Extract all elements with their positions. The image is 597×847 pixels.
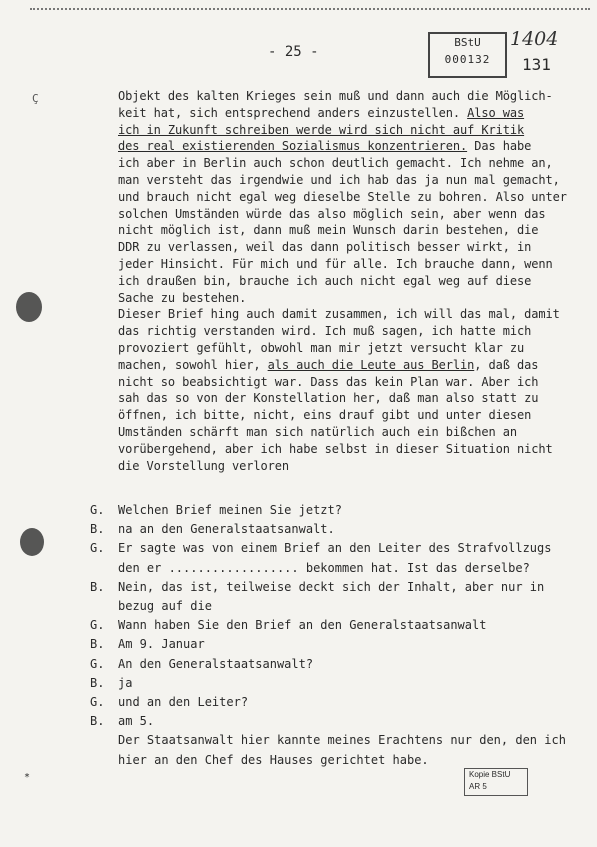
body-line [118, 88, 580, 105]
body-line-text: öffnen, ich bitte, nicht, eins drauf gibt und unter diesen [118, 408, 532, 423]
body-line-text: jeder Hinsicht. Für mich und für alle. Ich brauche dann, wenn [118, 256, 553, 271]
body-line-text: solchen Umständen würde das also möglich sein, aber wenn das [118, 206, 546, 221]
body-line [118, 138, 580, 155]
body-line-text: nicht möglich ist, dann muß mein Wunsch darin bestehen, die [118, 223, 539, 238]
body-line-text: Sache zu bestehen. [118, 290, 247, 305]
speaker-label: G. [90, 656, 105, 671]
dialogue-text: Wann haben Sie den Brief an den Generalstaatsanwalt [118, 618, 487, 633]
dialogue-row [90, 714, 580, 728]
underlined-text: des real existierenden Sozialismus konzentrieren. [118, 139, 468, 154]
dialogue-text: bezug auf die [118, 599, 212, 613]
punch-hole-blot-2 [20, 528, 44, 556]
dialogue-row [90, 657, 580, 671]
body-line-text: ich draußen bin, brauche ich auch nicht egal weg auf diese [118, 273, 532, 288]
body-line-text: Dieser Brief hing auch damit zusammen, ich will das mal, damit [118, 307, 560, 322]
top-perforation-line [30, 8, 590, 12]
dialogue-row [118, 733, 597, 747]
stamp-line-2: 000132 [444, 53, 491, 66]
dialogue-row [90, 580, 580, 594]
body-line [118, 206, 580, 223]
stamp-line-1: BStU [454, 36, 481, 49]
dialogue-text: Welchen Brief meinen Sie jetzt? [118, 503, 342, 517]
dialogue-text: am 5. [118, 714, 155, 729]
dialogue-text: na an den Generalstaatsanwalt. [118, 522, 335, 537]
speaker-label: B. [90, 637, 105, 652]
dialogue-text: hier an den Chef des Hauses gerichtet habe. [118, 752, 429, 767]
dialogue-row [90, 695, 580, 709]
body-line-text: machen, sowohl hier, [118, 357, 268, 372]
speaker-label: B. [90, 522, 105, 537]
body-line-tail: , daß das [474, 357, 539, 372]
body-line [118, 374, 580, 391]
body-line [118, 290, 580, 307]
dialogue-text: Der Staatsanwalt hier kannte meines Erachtens nur den, den ich [118, 733, 566, 748]
speaker-label: G. [90, 503, 105, 517]
body-line-tail: Das habe [467, 139, 532, 154]
body-line-text: man versteht das irgendwie und ich hab das ja nun mal gemacht, [118, 172, 560, 187]
body-line-text: keit hat, sich entsprechend anders einzustellen. [118, 105, 468, 120]
body-line [118, 222, 580, 239]
dialogue-text: Nein, das ist, teilweise deckt sich der Inhalt, aber nur in [118, 579, 545, 594]
dialogue-row [90, 541, 580, 555]
punch-hole-blot-1 [16, 292, 42, 322]
body-line [118, 407, 580, 424]
dialogue-row [118, 561, 597, 575]
body-line [118, 458, 580, 475]
dialogue-row [90, 676, 580, 690]
body-line [118, 256, 580, 273]
body-line [118, 390, 580, 407]
underlined-text: Also was [467, 105, 525, 120]
speaker-label: B. [90, 675, 105, 690]
body-line [118, 189, 580, 206]
dialogue-text: und an den Leiter? [118, 695, 249, 709]
dialogue-text: ja [118, 675, 133, 690]
copy-stamp-line-1: Kopie BStU [469, 770, 511, 779]
body-line [118, 357, 580, 374]
body-line [118, 306, 580, 323]
speaker-label: B. [90, 579, 105, 594]
body-line [118, 340, 580, 357]
body-text [118, 88, 580, 474]
dialogue-text: Am 9. Januar [118, 637, 205, 652]
body-line-text: DDR zu verlassen, weil das dann politisch besser wirkt, in [118, 240, 532, 255]
body-line [118, 172, 580, 189]
dialogue-row [90, 503, 580, 517]
body-line [118, 323, 580, 340]
dialogue-text: An den Generalstaatsanwalt? [118, 656, 314, 671]
handwritten-number: 1404 [510, 28, 559, 50]
dialogue-row [118, 599, 597, 613]
speaker-label: G. [90, 541, 105, 556]
underlined-text: ich in Zukunft schreiben werde wird sich nicht auf Kritik [118, 122, 525, 137]
body-line-text: provoziert gefühlt, obwohl man mir jetzt versucht klar zu [118, 340, 525, 355]
folio-number: 131 [522, 55, 551, 74]
speaker-label: G. [90, 695, 105, 709]
copy-stamp-line-2: AR 5 [469, 782, 487, 791]
body-line [118, 273, 580, 290]
underlined-text: als auch die Leute aus Berlin [267, 357, 475, 372]
page-number: - 25 - [268, 44, 319, 60]
dialogue-text: den er .................. bekommen hat. Ist das derselbe? [118, 560, 530, 575]
speaker-label: B. [90, 714, 105, 729]
dialogue-text: Er sagte was von einem Brief an den Leiter des Strafvollzugs [118, 541, 552, 556]
body-line-text: das richtig verstanden wird. Ich muß sagen, ich hatte mich [118, 324, 532, 339]
body-line [118, 105, 580, 122]
body-line [118, 441, 580, 458]
speaker-label: G. [90, 618, 105, 633]
copy-stamp [464, 768, 528, 796]
dialogue-row [90, 522, 580, 536]
margin-mark: Ç [32, 92, 39, 105]
dialogue-row [90, 637, 580, 651]
body-line-text: die Vorstellung verloren [118, 458, 289, 473]
body-line-text: und brauch nicht egal weg dieselbe Stelle zu bohren. Also unter [118, 189, 567, 204]
body-line-text: vorübergehend, aber ich habe selbst in dieser Situation nicht [118, 441, 553, 456]
body-line [118, 239, 580, 256]
dialogue-row [90, 618, 580, 632]
foot-mark: * [24, 772, 31, 783]
body-line [118, 122, 580, 139]
dialogue-row [118, 753, 597, 767]
bstu-stamp [428, 32, 507, 78]
body-line-text: nicht so beabsichtigt war. Dass das kein Plan war. Aber ich [118, 374, 539, 389]
body-line-text: Objekt des kalten Krieges sein muß und dann auch die Möglich- [118, 89, 553, 103]
body-line-text: sah das so von der Konstellation her, daß man also statt zu [118, 391, 539, 406]
body-line [118, 155, 580, 172]
body-line-text: ich aber in Berlin auch schon deutlich gemacht. Ich nehme an, [118, 156, 553, 171]
body-line [118, 424, 580, 441]
body-line-text: Umständen schärft man sich natürlich auch ein bißchen an [118, 424, 517, 439]
